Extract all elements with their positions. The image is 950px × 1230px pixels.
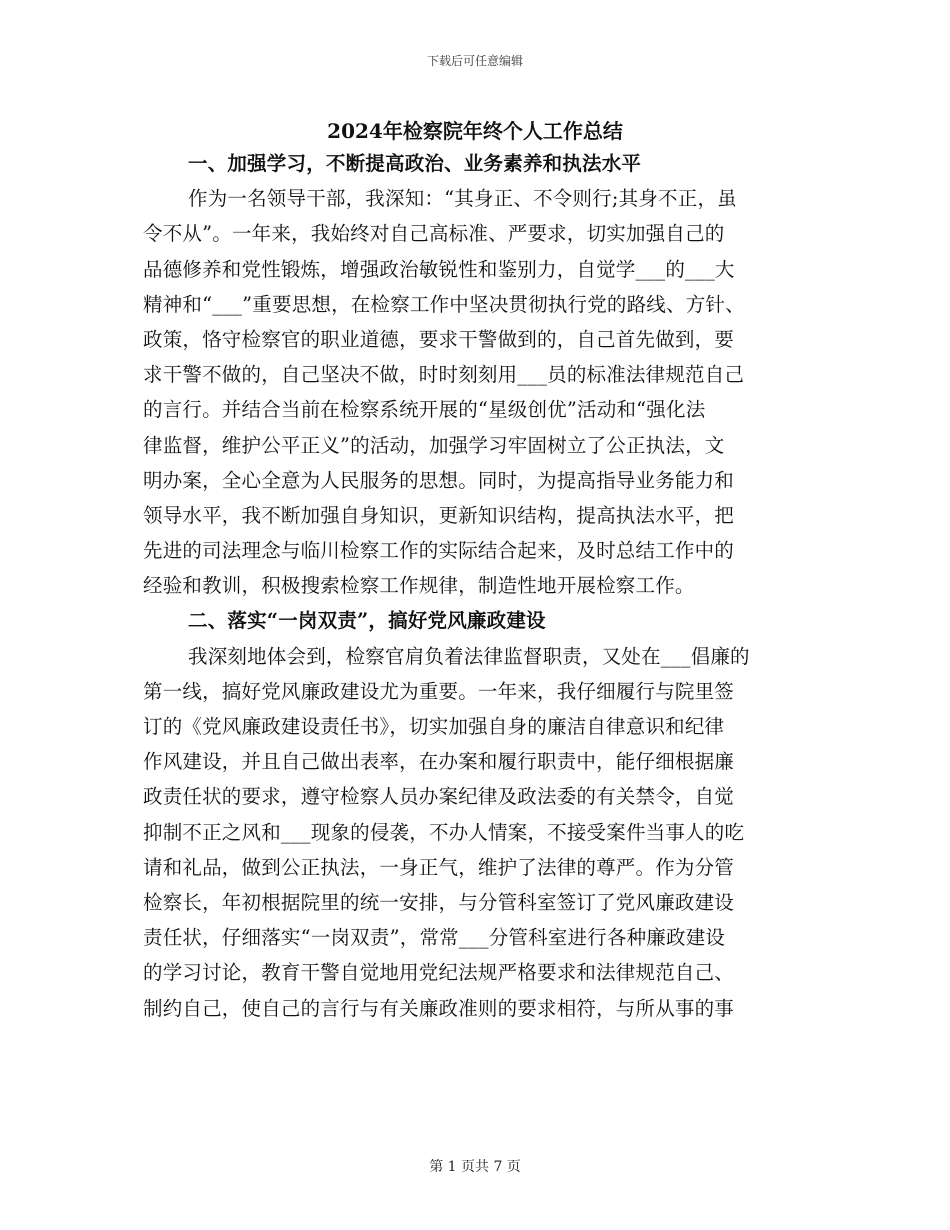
body-text-line: 律监督，维护公平正义”的活动，加强学习牢固树立了公正执法，文: [143, 433, 725, 457]
document-title: 2024年检察院年终个人工作总结: [327, 119, 623, 143]
body-text-line: 先进的司法理念与临川检察工作的实际结合起来，及时总结工作中的: [143, 539, 735, 563]
body-text-line: 政责任状的要求，遵守检察人员办案纪律及政法委的有关禁令，自觉: [143, 785, 735, 809]
body-text-line: 的言行。并结合当前在检察系统开展的“星级创优”活动和“强化法: [143, 398, 706, 422]
body-text-line: 制约自己，使自己的言行与有关廉政准则的要求相符，与所从事的事: [143, 996, 735, 1020]
body-text-line: 第一线，搞好党风廉政建设尤为重要。一年来，我仔细履行与院里签: [143, 679, 735, 703]
body-text-line: 品德修养和党性锻炼，增强政治敏锐性和鉴别力，自觉学___的___大: [143, 257, 735, 281]
body-text-line: 作风建设，并且自己做出表率，在办案和履行职责中，能仔细根据廉: [143, 750, 735, 774]
body-text-line: 领导水平，我不断加强自身知识，更新知识结构，提高执法水平，把: [143, 503, 735, 527]
body-text-line: 作为一名领导干部，我深知：“其身正、不令则行;其身不正，虽: [188, 187, 737, 211]
body-text-line: 检察长，年初根据院里的统一安排，与分管科室签订了党风廉政建设: [143, 890, 735, 914]
body-text-line: 责任状，仔细落实“一岗双责”，常常___分管科室进行各种廉政建设: [143, 926, 726, 950]
document-body: [143, 146, 823, 1026]
page-footer: 第 1 页共 7 页: [429, 1159, 521, 1175]
body-text-line: 经验和教训，积极搜索检察工作规律，制造性地开展检察工作。: [143, 574, 695, 598]
body-text-line: 明办案，全心全意为人民服务的思想。同时，为提高指导业务能力和: [143, 468, 735, 492]
body-text-line: 订的《党风廉政建设责任书》，切实加强自身的廉洁自律意识和纪律: [143, 715, 725, 738]
body-text-line: 我深刻地体会到，检察官肩负着法律监督职责，又处在___倡廉的: [188, 644, 750, 668]
body-text-line: 政策，恪守检察官的职业道德，要求干警做到的，自己首先做到，要: [143, 327, 735, 351]
body-text-line: 请和礼品，做到公正执法，一身正气，维护了法律的尊严。作为分管: [143, 855, 735, 879]
body-text-line: 精神和“___”重要思想，在检察工作中坚决贯彻执行党的路线、方针、: [143, 292, 745, 316]
body-text-line: 求干警不做的，自己坚决不做，时时刻刻用___员的标准法律规范自己: [143, 363, 745, 387]
header-note: 下载后可任意编辑: [426, 54, 523, 68]
body-text-line: 令不从”。一年来，我始终对自己高标准、严要求，切实加强自己的: [143, 222, 725, 246]
body-text-line: 的学习讨论，教育干警自觉地用党纪法规严格要求和法律规范自己、: [143, 961, 735, 985]
section-heading: 二、落实“一岗双责”，搞好党风廉政建设: [188, 609, 546, 633]
body-text-line: 抑制不正之风和___现象的侵袭，不办人情案，不接受案件当事人的吃: [143, 820, 745, 844]
section-heading: 一、加强学习，不断提高政治、业务素养和执法水平: [188, 152, 642, 175]
